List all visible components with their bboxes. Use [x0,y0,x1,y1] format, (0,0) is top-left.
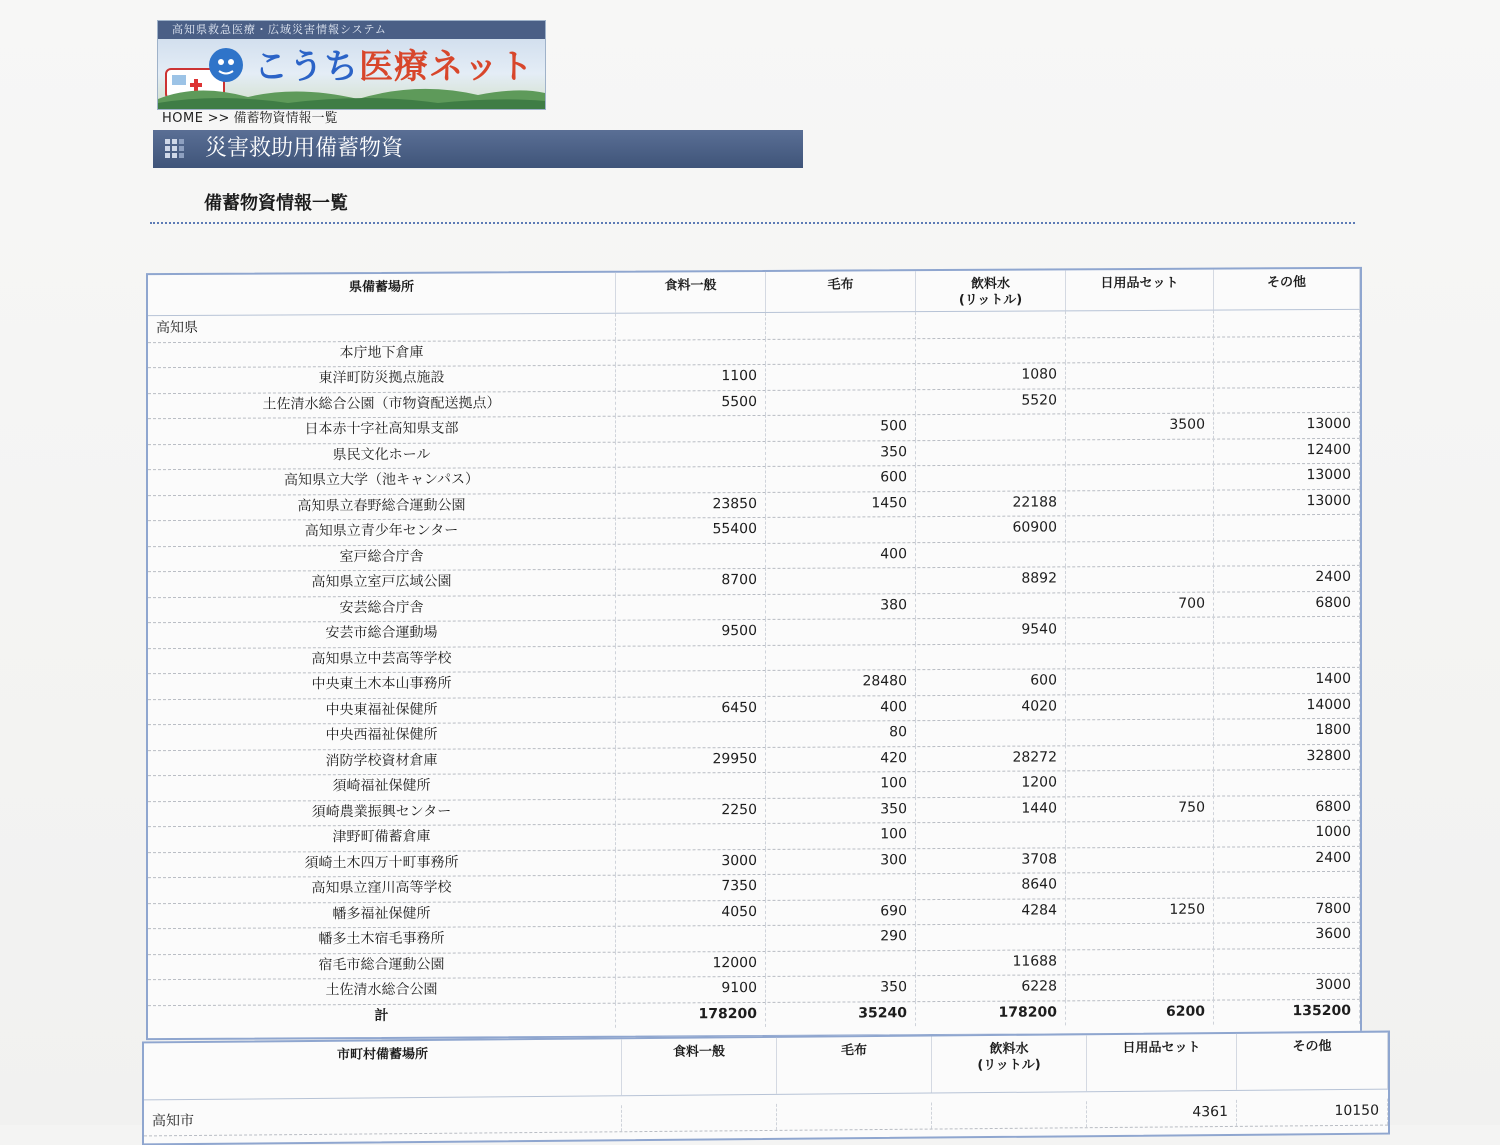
column-header: 食料一般 [622,1038,777,1095]
site-banner[interactable] [157,20,546,110]
page-subtitle: 備蓄物資情報一覧 [204,193,348,214]
quantity-cell: 6450 [616,695,766,721]
quantity-cell: 178200 [616,1001,766,1027]
quantity-cell [622,1104,777,1131]
quantity-cell [1066,693,1214,719]
location-cell: 日本赤十字社高知県支部 [148,416,616,444]
quantity-cell [1066,846,1214,872]
quantity-cell: 60900 [916,515,1066,541]
quantity-cell: 1450 [766,491,916,517]
quantity-cell [1066,438,1214,464]
table-header-row [148,269,1360,316]
quantity-cell [1066,668,1214,694]
quantity-cell [1066,872,1214,898]
location-cell: 土佐清水総合公園（市物資配送拠点） [148,390,616,418]
quantity-cell: 35240 [766,1001,916,1027]
column-header: 日用品セット [1087,1034,1237,1091]
location-cell: 土佐清水総合公園 [148,977,616,1005]
location-cell: 高知県立窪川高等学校 [148,875,616,903]
location-cell: 高知県立青少年センター [148,518,616,546]
location-cell: 須崎土木四万十町事務所 [148,849,616,877]
quantity-cell: 12400 [1214,437,1360,463]
location-cell: 高知県立春野総合運動公園 [148,492,616,520]
location-cell: 高知市 [144,1105,622,1135]
quantity-cell: 1000 [1214,820,1360,846]
quantity-cell [932,1101,1087,1128]
quantity-cell: 600 [916,668,1066,694]
location-cell: 須崎農業振興センター [148,798,616,826]
quantity-cell [766,389,916,415]
quantity-cell [1214,514,1360,540]
quantity-cell: 8700 [616,568,766,594]
total-row [148,998,1360,1030]
quantity-cell: 400 [766,695,916,721]
quantity-cell [1066,387,1214,413]
column-header: 毛布 [766,271,916,312]
quantity-cell: 300 [766,848,916,874]
quantity-cell [1214,769,1360,795]
quantity-cell: 6800 [1214,590,1360,616]
quantity-cell: 3708 [916,847,1066,873]
quantity-cell: 8892 [916,566,1066,592]
prefecture-stockpile-table [146,267,1362,1040]
quantity-cell [916,923,1066,949]
breadcrumb-separator: >> [207,111,230,126]
quantity-cell [616,440,766,466]
quantity-cell: 350 [766,440,916,466]
column-header: 食料一般 [616,272,766,313]
quantity-cell [616,925,766,951]
quantity-cell [777,1103,932,1130]
table-header-row [144,1033,1388,1101]
quantity-cell [616,466,766,492]
quantity-cell [616,670,766,696]
quantity-cell [1214,361,1360,387]
quantity-cell [616,823,766,849]
dotted-divider [150,222,1355,224]
quantity-cell [1214,335,1360,361]
quantity-cell [1066,566,1214,592]
location-cell: 宿毛市総合運動公園 [148,951,616,979]
grid-icon [165,139,185,159]
location-cell: 高知県 [148,314,616,342]
quantity-cell: 1080 [916,362,1066,388]
quantity-cell: 380 [766,593,916,619]
quantity-cell: 4050 [616,899,766,925]
quantity-cell: 420 [766,746,916,772]
quantity-cell: 700 [1066,591,1214,617]
quantity-cell: 7350 [616,874,766,900]
quantity-cell: 13000 [1214,412,1360,438]
quantity-cell: 28480 [766,669,916,695]
quantity-cell [1066,770,1214,796]
location-cell: 高知県立室戸広域公園 [148,569,616,597]
location-cell: 室戸総合庁舎 [148,543,616,571]
quantity-cell: 11688 [916,949,1066,975]
quantity-cell [916,464,1066,490]
quantity-cell [916,337,1066,363]
logo-text-kochi: こうち [254,47,359,87]
quantity-cell: 690 [766,899,916,925]
column-header: 飲料水 (リットル) [932,1035,1087,1092]
location-cell: 幡多土木宿毛事務所 [148,926,616,954]
location-cell: 計 [148,1002,616,1030]
system-name: 高知県救急医療・広域災害情報システム [158,21,545,39]
quantity-cell [616,415,766,441]
quantity-cell: 5500 [616,389,766,415]
quantity-cell [616,313,766,339]
quantity-cell [616,593,766,619]
quantity-cell [1214,871,1360,897]
quantity-cell: 4020 [916,694,1066,720]
quantity-cell: 1440 [916,796,1066,822]
quantity-cell: 3000 [616,848,766,874]
quantity-cell: 9540 [916,617,1066,643]
quantity-cell [1066,617,1214,643]
quantity-cell [1066,974,1214,1000]
quantity-cell: 1400 [1214,667,1360,693]
quantity-cell: 4284 [916,898,1066,924]
hills-illustration [158,81,545,109]
location-cell: 中央東福祉保健所 [148,696,616,724]
location-cell: 津野町備蓄倉庫 [148,824,616,852]
quantity-cell [1214,310,1360,336]
quantity-cell: 29950 [616,746,766,772]
quantity-cell [616,772,766,798]
column-header: 県備蓄場所 [148,273,616,315]
quantity-cell [916,592,1066,618]
quantity-cell: 8640 [916,872,1066,898]
column-header: 飲料水 (リットル) [916,270,1066,311]
quantity-cell: 22188 [916,490,1066,516]
quantity-cell: 7800 [1214,896,1360,922]
quantity-cell [916,311,1066,337]
quantity-cell [1214,616,1360,642]
location-cell: 須崎福祉保健所 [148,773,616,801]
quantity-cell [916,719,1066,745]
quantity-cell: 13000 [1214,488,1360,514]
quantity-cell: 5520 [916,388,1066,414]
quantity-cell [766,516,916,542]
quantity-cell [1066,515,1214,541]
location-cell: 県民文化ホール [148,441,616,469]
quantity-cell [1066,642,1214,668]
location-cell: 高知県立中芸高等学校 [148,645,616,673]
quantity-cell [766,618,916,644]
quantity-cell: 500 [766,414,916,440]
quantity-cell: 2250 [616,797,766,823]
quantity-cell: 3600 [1214,922,1360,948]
quantity-cell [1066,948,1214,974]
quantity-cell [766,363,916,389]
quantity-cell [916,541,1066,567]
quantity-cell: 10150 [1237,1099,1388,1126]
quantity-cell: 6800 [1214,794,1360,820]
quantity-cell [1066,489,1214,515]
quantity-cell: 750 [1066,795,1214,821]
section-title: 災害救助用備蓄物資 [205,136,404,161]
quantity-cell [1066,336,1214,362]
quantity-cell: 80 [766,720,916,746]
quantity-cell: 100 [766,822,916,848]
quantity-cell: 1800 [1214,718,1360,744]
column-header: 日用品セット [1066,270,1214,311]
quantity-cell: 178200 [916,1000,1066,1026]
breadcrumb [162,107,338,126]
quantity-cell: 6228 [916,974,1066,1000]
location-cell: 中央西福祉保健所 [148,722,616,750]
quantity-cell: 23850 [616,491,766,517]
breadcrumb-home-link[interactable]: HOME [162,111,204,126]
location-cell: 中央東土木本山事務所 [148,671,616,699]
quantity-cell [916,413,1066,439]
quantity-cell [916,439,1066,465]
quantity-cell: 14000 [1214,692,1360,718]
quantity-cell [1066,744,1214,770]
quantity-cell: 1250 [1066,897,1214,923]
quantity-cell: 3000 [1214,973,1360,999]
quantity-cell [916,821,1066,847]
section-header-bar [153,130,803,168]
quantity-cell: 3500 [1066,413,1214,439]
quantity-cell [1066,540,1214,566]
quantity-cell: 4361 [1087,1100,1237,1127]
quantity-cell: 2400 [1214,845,1360,871]
quantity-cell [1066,464,1214,490]
quantity-cell: 135200 [1214,998,1360,1024]
location-cell: 消防学校資材倉庫 [148,747,616,775]
quantity-cell [766,873,916,899]
quantity-cell [616,644,766,670]
quantity-cell: 13000 [1214,463,1360,489]
location-cell: 東洋町防災拠点施設 [148,365,616,393]
column-header: その他 [1214,269,1360,310]
quantity-cell: 100 [766,771,916,797]
quantity-cell [766,950,916,976]
quantity-cell [766,644,916,670]
quantity-cell [1214,641,1360,667]
quantity-cell [766,567,916,593]
quantity-cell: 9500 [616,619,766,645]
quantity-cell: 600 [766,465,916,491]
quantity-cell: 32800 [1214,743,1360,769]
location-cell: 安芸市総合運動場 [148,620,616,648]
quantity-cell: 12000 [616,950,766,976]
quantity-cell [616,542,766,568]
quantity-cell [1066,719,1214,745]
quantity-cell: 55400 [616,517,766,543]
quantity-cell [616,338,766,364]
location-cell: 本庁地下倉庫 [148,339,616,367]
column-header: 市町村備蓄場所 [144,1039,622,1099]
column-header: 毛布 [777,1037,932,1094]
quantity-cell [766,312,916,338]
quantity-cell: 28272 [916,745,1066,771]
quantity-cell: 1200 [916,770,1066,796]
quantity-cell [1066,923,1214,949]
quantity-cell: 2400 [1214,565,1360,591]
quantity-cell [1066,362,1214,388]
quantity-cell: 350 [766,975,916,1001]
quantity-cell: 6200 [1066,999,1214,1025]
group-row [144,1099,1388,1136]
quantity-cell: 350 [766,797,916,823]
quantity-cell: 290 [766,924,916,950]
quantity-cell [766,338,916,364]
quantity-cell [616,721,766,747]
quantity-cell [1066,311,1214,337]
logo-text-iryonet: 医療ネット [359,47,534,87]
location-cell: 高知県立大学（池キャンパス） [148,467,616,495]
breadcrumb-current: 備蓄物資情報一覧 [233,111,338,126]
location-cell: 安芸総合庁舎 [148,594,616,622]
quantity-cell: 9100 [616,976,766,1002]
column-header: その他 [1237,1033,1388,1090]
quantity-cell: 1100 [616,364,766,390]
quantity-cell [1214,947,1360,973]
quantity-cell: 400 [766,542,916,568]
quantity-cell [1066,821,1214,847]
location-cell: 幡多福祉保健所 [148,900,616,928]
quantity-cell [1214,386,1360,412]
municipal-stockpile-table [142,1031,1390,1145]
quantity-cell [1214,539,1360,565]
quantity-cell [916,643,1066,669]
